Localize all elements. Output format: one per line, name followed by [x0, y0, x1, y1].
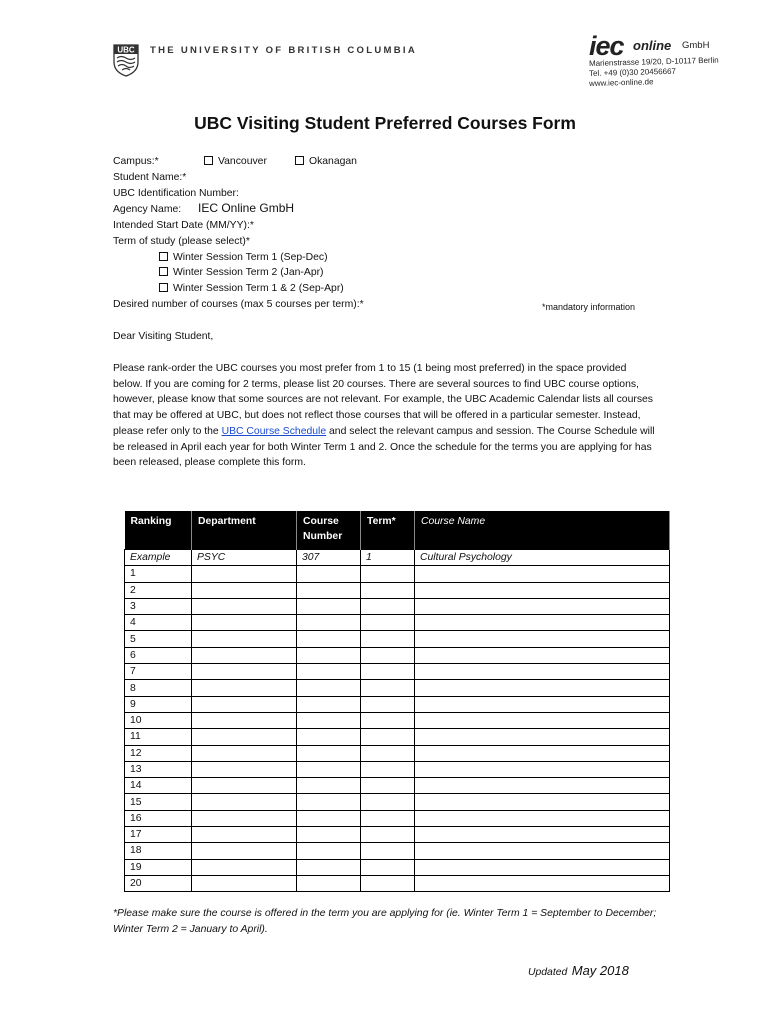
course-name-cell[interactable] — [415, 810, 670, 826]
example-course-name: Cultural Psychology — [415, 550, 670, 566]
table-row — [125, 761, 670, 777]
agency-name-value[interactable]: IEC Online GmbH — [198, 201, 295, 215]
term-cell[interactable] — [361, 664, 415, 680]
course-number-cell[interactable] — [297, 859, 361, 875]
agency-name-label: Agency Name: — [113, 204, 182, 215]
rank-cell: 17 — [125, 827, 192, 843]
table-row — [125, 566, 670, 582]
header-term: Term* — [361, 511, 415, 550]
course-name-cell[interactable] — [415, 680, 670, 696]
table-row — [125, 729, 670, 745]
term-cell[interactable] — [361, 598, 415, 614]
department-cell[interactable] — [192, 859, 297, 875]
term-cell[interactable] — [361, 680, 415, 696]
department-cell[interactable] — [192, 566, 297, 582]
course-name-cell[interactable] — [415, 582, 670, 598]
department-cell[interactable] — [192, 631, 297, 647]
term-cell[interactable] — [361, 729, 415, 745]
rank-cell: 3 — [125, 598, 192, 614]
department-cell[interactable] — [192, 664, 297, 680]
term-cell[interactable] — [361, 810, 415, 826]
course-name-cell[interactable] — [415, 827, 670, 843]
table-row — [125, 712, 670, 728]
course-schedule-link[interactable]: UBC Course Schedule — [221, 425, 327, 437]
course-name-cell[interactable] — [415, 631, 670, 647]
example-department: PSYC — [192, 550, 297, 566]
courses-count-label: Desired number of courses (max 5 courses per term):* — [113, 299, 364, 310]
rank-cell: 19 — [125, 859, 192, 875]
crest-text: UBC — [117, 45, 135, 55]
term-cell[interactable] — [361, 745, 415, 761]
start-date-label: Intended Start Date (MM/YY):* — [113, 220, 254, 231]
rank-cell: 20 — [125, 875, 192, 891]
course-number-cell[interactable] — [297, 827, 361, 843]
header-course-number: Course Number — [297, 511, 361, 550]
term-option-1[interactable] — [159, 250, 328, 266]
table-header-row — [125, 511, 670, 550]
course-name-cell[interactable] — [415, 729, 670, 745]
greeting: Dear Visiting Student, — [113, 331, 214, 342]
table-row — [125, 843, 670, 859]
example-course-number: 307 — [297, 550, 361, 566]
rank-cell: 18 — [125, 843, 192, 859]
rank-cell: 12 — [125, 745, 192, 761]
campus-option-label: Okanagan — [309, 156, 357, 167]
course-name-cell[interactable] — [415, 566, 670, 582]
department-cell[interactable] — [192, 875, 297, 891]
term-cell[interactable] — [361, 566, 415, 582]
table-row — [125, 647, 670, 663]
course-number-cell[interactable] — [297, 696, 361, 712]
course-number-cell[interactable] — [297, 566, 361, 582]
term-cell[interactable] — [361, 827, 415, 843]
table-row — [125, 631, 670, 647]
course-number-cell[interactable] — [297, 810, 361, 826]
course-name-cell[interactable] — [415, 712, 670, 728]
course-name-cell[interactable] — [415, 778, 670, 794]
updated-prefix: Updated — [528, 967, 568, 978]
instructions-text: Please rank-order the UBC courses you most prefer from 1 to 15 (1 being most preferred) in the space provided below. If you are coming for 2 terms, please list 20 courses. There are several sources to find UBC course options, however, please know that some sources are not relevant. For example, the UBC Academic Calendar lists all courses that may be offered at UBC, but does not reflect those courses that will be offered in a particular semester. Instead, please refer only to the — [113, 363, 653, 437]
department-cell[interactable] — [192, 794, 297, 810]
course-name-cell[interactable] — [415, 859, 670, 875]
course-number-cell[interactable] — [297, 794, 361, 810]
checkbox-icon[interactable] — [159, 252, 168, 261]
course-number-cell[interactable] — [297, 647, 361, 663]
checkbox-icon[interactable] — [204, 156, 213, 165]
campus-option-vancouver[interactable] — [204, 154, 267, 170]
term-cell[interactable] — [361, 647, 415, 663]
rank-cell: 6 — [125, 647, 192, 663]
instructions-text-continued: and select the relevant campus and session. The Course Schedule will be released in April each year for both Winter Term 1 and 2. Once the schedule for the terms you are applying for has been released, please complete this form. — [113, 425, 655, 469]
term-option-label: Winter Session Term 1 & 2 (Sep-Apr) — [173, 283, 344, 294]
updated-date-value: May 2018 — [571, 963, 629, 978]
campus-option-label: Vancouver — [218, 156, 267, 167]
iec-online-text: online — [633, 38, 672, 53]
example-term: 1 — [361, 550, 415, 566]
course-name-cell[interactable] — [415, 647, 670, 663]
iec-phone-line: Tel. +49 (0)30 20456667 — [588, 66, 677, 78]
department-cell[interactable] — [192, 810, 297, 826]
table-row — [125, 827, 670, 843]
form-title: UBC Visiting Student Preferred Courses Form — [194, 113, 576, 133]
course-number-cell[interactable] — [297, 582, 361, 598]
department-cell[interactable] — [192, 582, 297, 598]
term-option-label: Winter Session Term 2 (Jan-Apr) — [173, 267, 324, 278]
example-row — [125, 550, 670, 566]
department-cell[interactable] — [192, 647, 297, 663]
rank-cell: 14 — [125, 778, 192, 794]
iec-web-line: www.iec-online.de — [588, 77, 654, 88]
instructions-paragraph — [113, 361, 658, 471]
table-row — [125, 696, 670, 712]
term-cell[interactable] — [361, 761, 415, 777]
ubc-id-label: UBC Identification Number: — [113, 188, 239, 199]
course-name-cell[interactable] — [415, 794, 670, 810]
courses-table — [124, 511, 670, 892]
table-row — [125, 810, 670, 826]
term-cell[interactable] — [361, 875, 415, 891]
rank-cell: 16 — [125, 810, 192, 826]
department-cell[interactable] — [192, 778, 297, 794]
term-cell[interactable] — [361, 778, 415, 794]
term-cell[interactable] — [361, 615, 415, 631]
rank-cell: 1 — [125, 566, 192, 582]
rank-cell: 15 — [125, 794, 192, 810]
department-cell[interactable] — [192, 745, 297, 761]
header-course-name: Course Name — [415, 511, 670, 550]
course-number-cell[interactable] — [297, 615, 361, 631]
table-row — [125, 875, 670, 891]
term-option-3[interactable] — [159, 281, 344, 297]
term-cell[interactable] — [361, 631, 415, 647]
iec-logo: iec — [589, 31, 624, 61]
checkbox-icon[interactable] — [159, 283, 168, 292]
example-ranking: Example — [125, 550, 192, 566]
term-cell[interactable] — [361, 712, 415, 728]
department-cell[interactable] — [192, 843, 297, 859]
department-cell[interactable] — [192, 598, 297, 614]
course-name-cell[interactable] — [415, 875, 670, 891]
mandatory-note: *mandatory information — [542, 302, 636, 312]
term-cell[interactable] — [361, 843, 415, 859]
department-cell[interactable] — [192, 729, 297, 745]
ubc-crest-logo — [113, 44, 139, 77]
table-row — [125, 598, 670, 614]
department-cell[interactable] — [192, 712, 297, 728]
course-number-cell[interactable] — [297, 761, 361, 777]
rank-cell: 4 — [125, 615, 192, 631]
course-name-cell[interactable] — [415, 598, 670, 614]
table-row — [125, 778, 670, 794]
header-ranking: Ranking — [125, 511, 192, 550]
course-name-cell[interactable] — [415, 664, 670, 680]
department-cell[interactable] — [192, 827, 297, 843]
term-cell[interactable] — [361, 859, 415, 875]
table-row — [125, 615, 670, 631]
term-label: Term of study (please select)* — [113, 236, 250, 247]
table-row — [125, 582, 670, 598]
rank-cell: 7 — [125, 664, 192, 680]
course-number-cell[interactable] — [297, 664, 361, 680]
department-cell[interactable] — [192, 615, 297, 631]
term-cell[interactable] — [361, 696, 415, 712]
footnote: *Please make sure the course is offered in the term you are applying for (ie. Winter Term 1 = September to December; Winter Term 2 = January to April). — [113, 908, 657, 935]
term-option-label: Winter Session Term 1 (Sep-Dec) — [173, 252, 328, 263]
campus-label: Campus:* — [113, 156, 159, 167]
course-name-cell[interactable] — [415, 696, 670, 712]
campus-option-okanagan[interactable] — [295, 154, 357, 170]
term-option-2[interactable] — [159, 265, 324, 281]
table-row — [125, 859, 670, 875]
course-number-cell[interactable] — [297, 778, 361, 794]
course-number-cell[interactable] — [297, 745, 361, 761]
university-name: THE UNIVERSITY OF BRITISH COLUMBIA — [150, 45, 417, 56]
checkbox-icon[interactable] — [159, 267, 168, 276]
iec-address-line: Marienstrasse 19/20, D-10117 Berlin — [588, 55, 719, 68]
rank-cell: 9 — [125, 696, 192, 712]
rank-cell: 2 — [125, 582, 192, 598]
course-name-cell[interactable] — [415, 615, 670, 631]
iec-gmbh-text: GmbH — [682, 40, 710, 51]
rank-cell: 8 — [125, 680, 192, 696]
course-number-cell[interactable] — [297, 875, 361, 891]
student-name-label: Student Name:* — [113, 172, 187, 183]
updated-date — [528, 962, 629, 980]
table-row — [125, 680, 670, 696]
department-cell[interactable] — [192, 680, 297, 696]
term-cell[interactable] — [361, 794, 415, 810]
rank-cell: 11 — [125, 729, 192, 745]
table-row — [125, 664, 670, 680]
department-cell[interactable] — [192, 696, 297, 712]
rank-cell: 5 — [125, 631, 192, 647]
course-name-cell[interactable] — [415, 761, 670, 777]
table-row — [125, 745, 670, 761]
header-department: Department — [192, 511, 297, 550]
course-number-cell[interactable] — [297, 631, 361, 647]
course-number-cell[interactable] — [297, 598, 361, 614]
department-cell[interactable] — [192, 761, 297, 777]
term-cell[interactable] — [361, 582, 415, 598]
course-name-cell[interactable] — [415, 843, 670, 859]
course-number-cell[interactable] — [297, 680, 361, 696]
checkbox-icon[interactable] — [295, 156, 304, 165]
rank-cell: 10 — [125, 712, 192, 728]
table-row — [125, 794, 670, 810]
course-number-cell[interactable] — [297, 843, 361, 859]
rank-cell: 13 — [125, 761, 192, 777]
course-name-cell[interactable] — [415, 745, 670, 761]
course-number-cell[interactable] — [297, 729, 361, 745]
course-number-cell[interactable] — [297, 712, 361, 728]
